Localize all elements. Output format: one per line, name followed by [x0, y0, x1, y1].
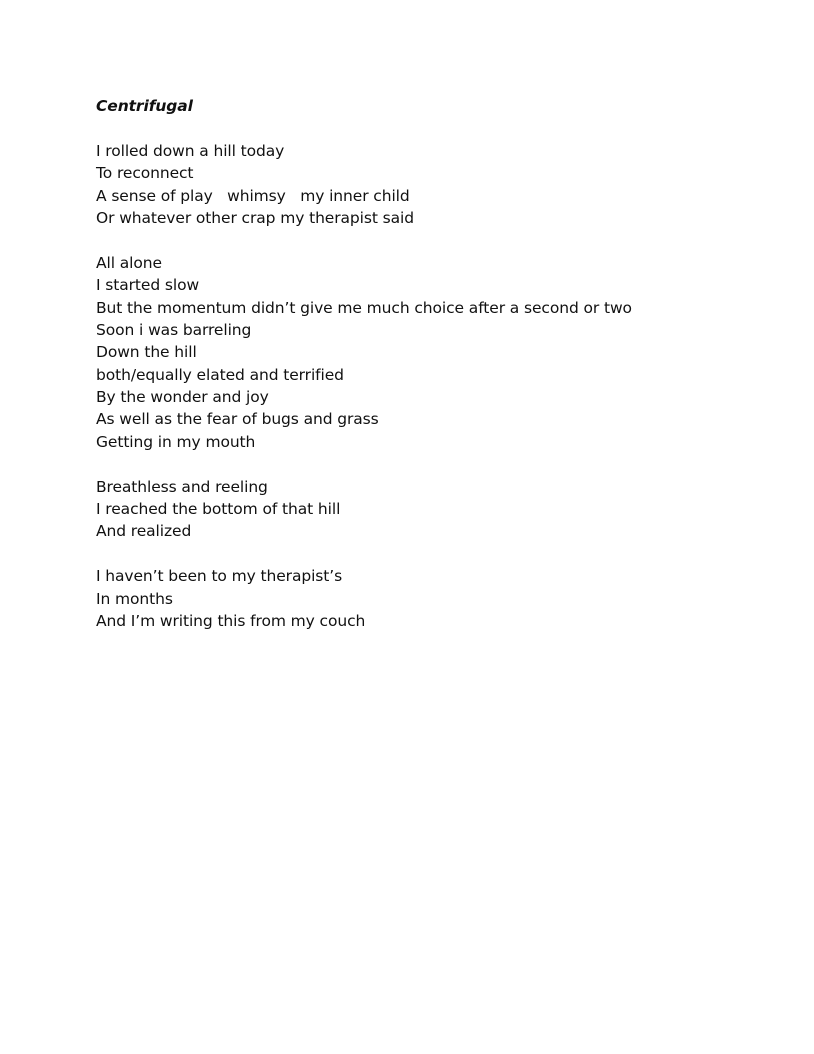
poem-line: I reached the bottom of that hill	[96, 500, 341, 519]
poem	[96, 95, 736, 655]
poem-line: A sense of play whimsy my inner child	[96, 186, 410, 205]
poem-line: Breathless and reeling	[96, 477, 268, 496]
poem-line: And realized	[96, 522, 192, 541]
stanza-2	[96, 252, 736, 454]
poem-line: By the wonder and joy	[96, 388, 269, 407]
poem-title: Centrifugal	[96, 97, 193, 115]
poem-line: I rolled down a hill today	[96, 141, 285, 160]
poem-line: Down the hill	[96, 343, 197, 362]
poem-line: As well as the fear of bugs and grass	[96, 410, 379, 429]
poem-line: Soon i was barreling	[96, 320, 252, 339]
poem-line: And I’m writing this from my couch	[96, 611, 366, 630]
stanza-1	[96, 140, 736, 230]
poem-line: To reconnect	[96, 164, 194, 183]
stanza-4	[96, 565, 736, 632]
poem-line: Or whatever other crap my therapist said	[96, 208, 414, 227]
poem-line: both/equally elated and terrified	[96, 365, 344, 384]
stanza-3	[96, 476, 736, 543]
poem-line: In months	[96, 589, 173, 608]
poem-line: But the momentum didn’t give me much choice after a second or two	[96, 298, 632, 317]
poem-line: All alone	[96, 253, 162, 272]
poem-line: I haven’t been to my therapist’s	[96, 567, 343, 586]
poem-line: Getting in my mouth	[96, 432, 256, 451]
poem-line: I started slow	[96, 276, 200, 295]
